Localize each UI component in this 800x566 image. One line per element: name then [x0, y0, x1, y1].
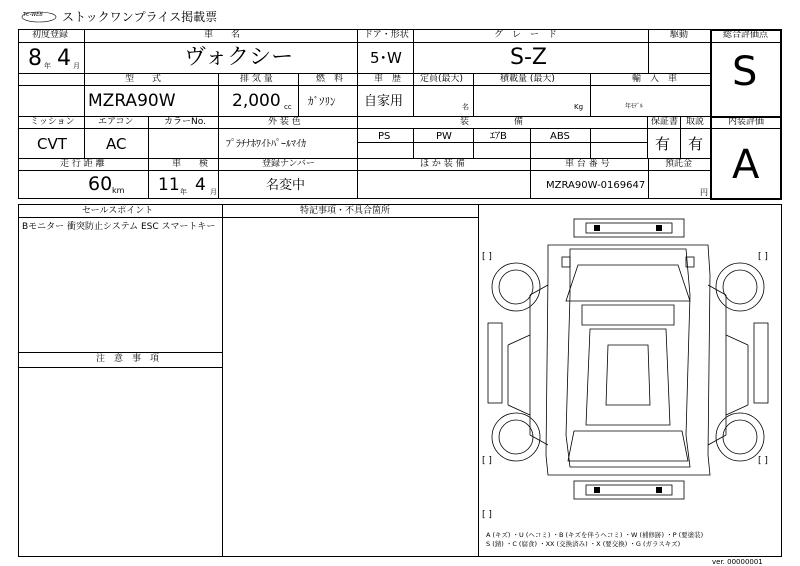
import-label: 輸 入 車 [632, 74, 678, 84]
inspection-label: 車 検 [172, 159, 209, 169]
manual-label: 取説 [686, 117, 705, 127]
warranty-value: 有 [655, 135, 671, 153]
interior-grade-label: 内装評価 [728, 117, 765, 127]
first-reg-year: 8 [28, 46, 42, 71]
equip-label: 装 備 [460, 117, 524, 127]
car-damage-diagram [478, 205, 778, 525]
equip-item-abs: ABS [550, 131, 570, 142]
displacement-unit: cc [284, 103, 292, 111]
page-title: ストックワンプライス掲載票 [62, 10, 218, 24]
mission-value: CVT [37, 135, 67, 153]
svg-text:[ ]: [ ] [758, 456, 768, 466]
legend-line-1: A (キズ) ・U (ヘコミ) ・B (キズを伴うヘコミ) ・W (補修跡) ・P (要塗装) [486, 531, 704, 539]
grade-value: S-Z [510, 45, 547, 70]
legend-line-2: S (錆) ・C (腐食) ・XX (交換済み) ・X (要交換) ・G (ガラスキズ) [486, 540, 681, 548]
other-equip-label: ほ か 装 備 [420, 159, 465, 169]
displacement-value: 2,000 [232, 91, 281, 111]
deposit-unit: 円 [700, 188, 708, 197]
displacement-label: 排 気 量 [240, 74, 273, 84]
door-label: ドア・形状 [364, 30, 409, 40]
capacity-label: 定員(最大) [420, 74, 464, 84]
capacity-unit: 名 [462, 103, 469, 111]
mileage-value: 60 [88, 173, 113, 195]
model-value: MZRA90W [88, 91, 176, 111]
plate-value: 名変中 [266, 178, 306, 193]
color-no-label: カラーNo. [164, 117, 206, 127]
equip-item-ps: PS [378, 131, 391, 142]
mileage-unit: km [112, 186, 125, 195]
chassis-label: 車 台 番 号 [565, 159, 610, 169]
deposit-label: 預託金 [665, 159, 693, 169]
aircon-label: エアコン [98, 117, 134, 127]
chassis-value: MZRA90W-0169647 [546, 180, 646, 191]
sales-point-label: セールスポイント [82, 206, 154, 216]
car-name-label: 車 名 [204, 30, 241, 40]
history-label: 車 歴 [374, 74, 402, 84]
grade-label: グ レ ー ド [494, 30, 558, 40]
notes-label: 特記事項・不具合箇所 [300, 206, 391, 216]
first-reg-label: 初度登録 [32, 30, 69, 40]
inspection-month: 4 [195, 175, 206, 195]
door-value: 5･W [370, 49, 402, 67]
first-reg-month-unit: 月 [73, 62, 80, 70]
svg-text:[ ]: [ ] [758, 252, 768, 262]
first-reg-month: 4 [57, 46, 71, 71]
equip-item-airbag: ｴｱB [490, 131, 507, 142]
load-unit: Kg [574, 103, 584, 111]
color-label: 外 装 色 [268, 117, 301, 127]
inspection-year: 11 [158, 175, 180, 195]
logo-text: TC-WEB [23, 12, 43, 18]
model-label: 型 式 [125, 74, 162, 84]
mission-label: ミッション [30, 117, 75, 127]
overall-grade-label: 総合評価点 [723, 30, 769, 40]
drive-label: 駆動 [670, 30, 689, 40]
version-label: ver. 00000001 [712, 558, 763, 566]
svg-text:[ ]: [ ] [482, 456, 492, 466]
svg-text:[ ]: [ ] [482, 510, 492, 520]
equip-item-pw: PW [436, 131, 452, 142]
plate-label: 登録ナンバー [262, 159, 315, 169]
manual-value: 有 [688, 135, 704, 153]
logo [20, 8, 58, 22]
car-name: ヴォクシー [184, 45, 294, 70]
inspection-month-unit: 月 [210, 188, 217, 196]
first-reg-year-unit: 年 [44, 62, 51, 70]
caution-label: 注 意 事 項 [96, 354, 160, 364]
inspection-year-unit: 年 [180, 188, 187, 196]
color-value: ﾌﾟﾗﾁﾅﾎﾜｲﾄﾊﾟｰﾙﾏｲｶ [226, 139, 306, 150]
interior-grade-value: A [732, 142, 760, 188]
spec-table [18, 29, 711, 199]
fuel-label: 燃 料 [316, 74, 344, 84]
mileage-label: 走 行 距 離 [60, 159, 105, 169]
import-unit: 年ﾓﾃﾞﾙ [625, 103, 644, 110]
warranty-label: 保証書 [651, 117, 679, 127]
load-label: 積載量 (最大) [500, 74, 555, 84]
history-value: 自家用 [364, 94, 404, 109]
svg-text:[ ]: [ ] [482, 252, 492, 262]
fuel-value: ｶﾞｿﾘﾝ [308, 95, 336, 108]
aircon-value: AC [106, 135, 127, 153]
overall-grade-value: S [732, 49, 758, 95]
sales-point-text: Bモニター 衝突防止システム ESC スマートキー [22, 222, 216, 232]
